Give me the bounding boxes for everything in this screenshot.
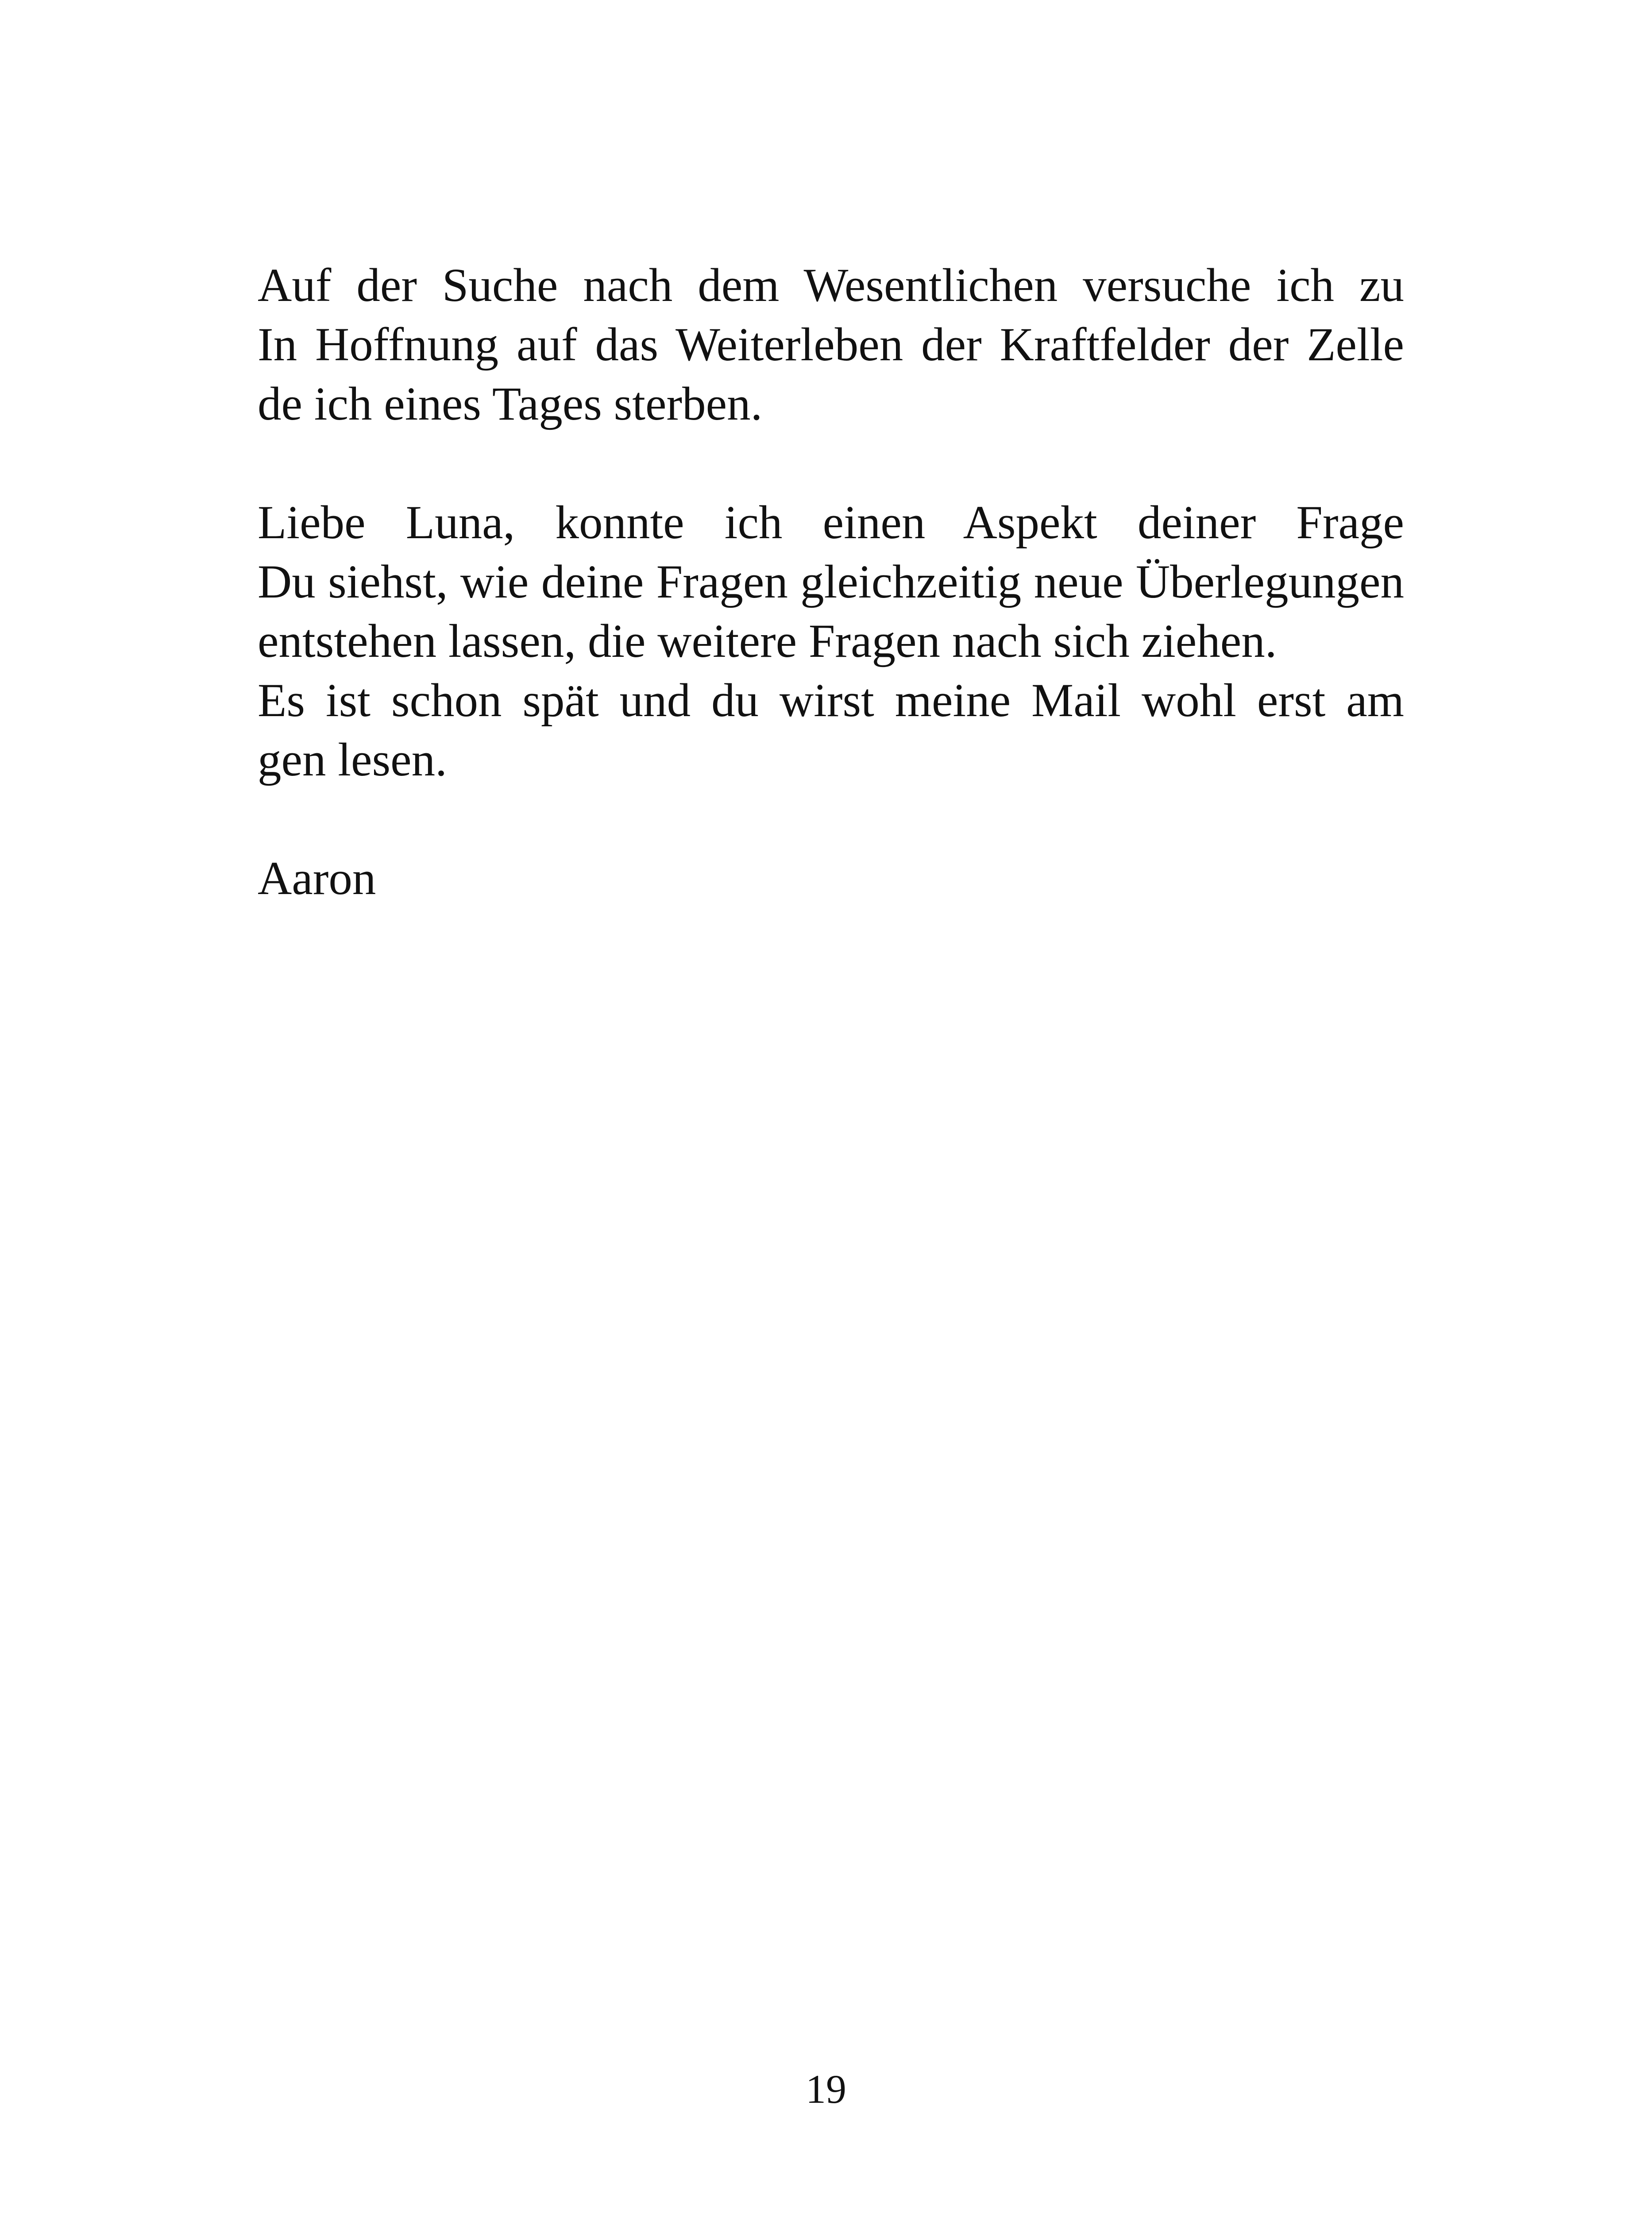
text-line: Du siehst, wie deine Fragen gleichzeitig neue Überlegungen — [258, 556, 1404, 608]
paragraph-spacer — [258, 434, 1404, 493]
signature-name: Aaron — [258, 852, 376, 905]
signature — [258, 849, 1404, 908]
text-line: Es ist schon spät und du wirst meine Mail wohl erst am — [258, 675, 1404, 727]
text-line: de ich eines Tages sterben. — [258, 378, 763, 430]
text-line: entstehen lassen, die weitere Fragen nach sich ziehen. — [258, 615, 1277, 667]
paragraph-spacer — [258, 790, 1404, 849]
body-text — [258, 256, 1404, 908]
page-number: 19 — [806, 2066, 846, 2112]
text-line: Auf der Suche nach dem Wesentlichen versuche ich zu — [258, 259, 1404, 312]
paragraph-2 — [258, 493, 1404, 790]
text-line: Liebe Luna, konnte ich einen Aspekt deiner Frage — [258, 497, 1404, 549]
paragraph-1 — [258, 256, 1404, 434]
text-line: In Hoffnung auf das Weiterleben der Kraftfelder der Zelle — [258, 319, 1404, 371]
text-line: gen lesen. — [258, 734, 447, 786]
